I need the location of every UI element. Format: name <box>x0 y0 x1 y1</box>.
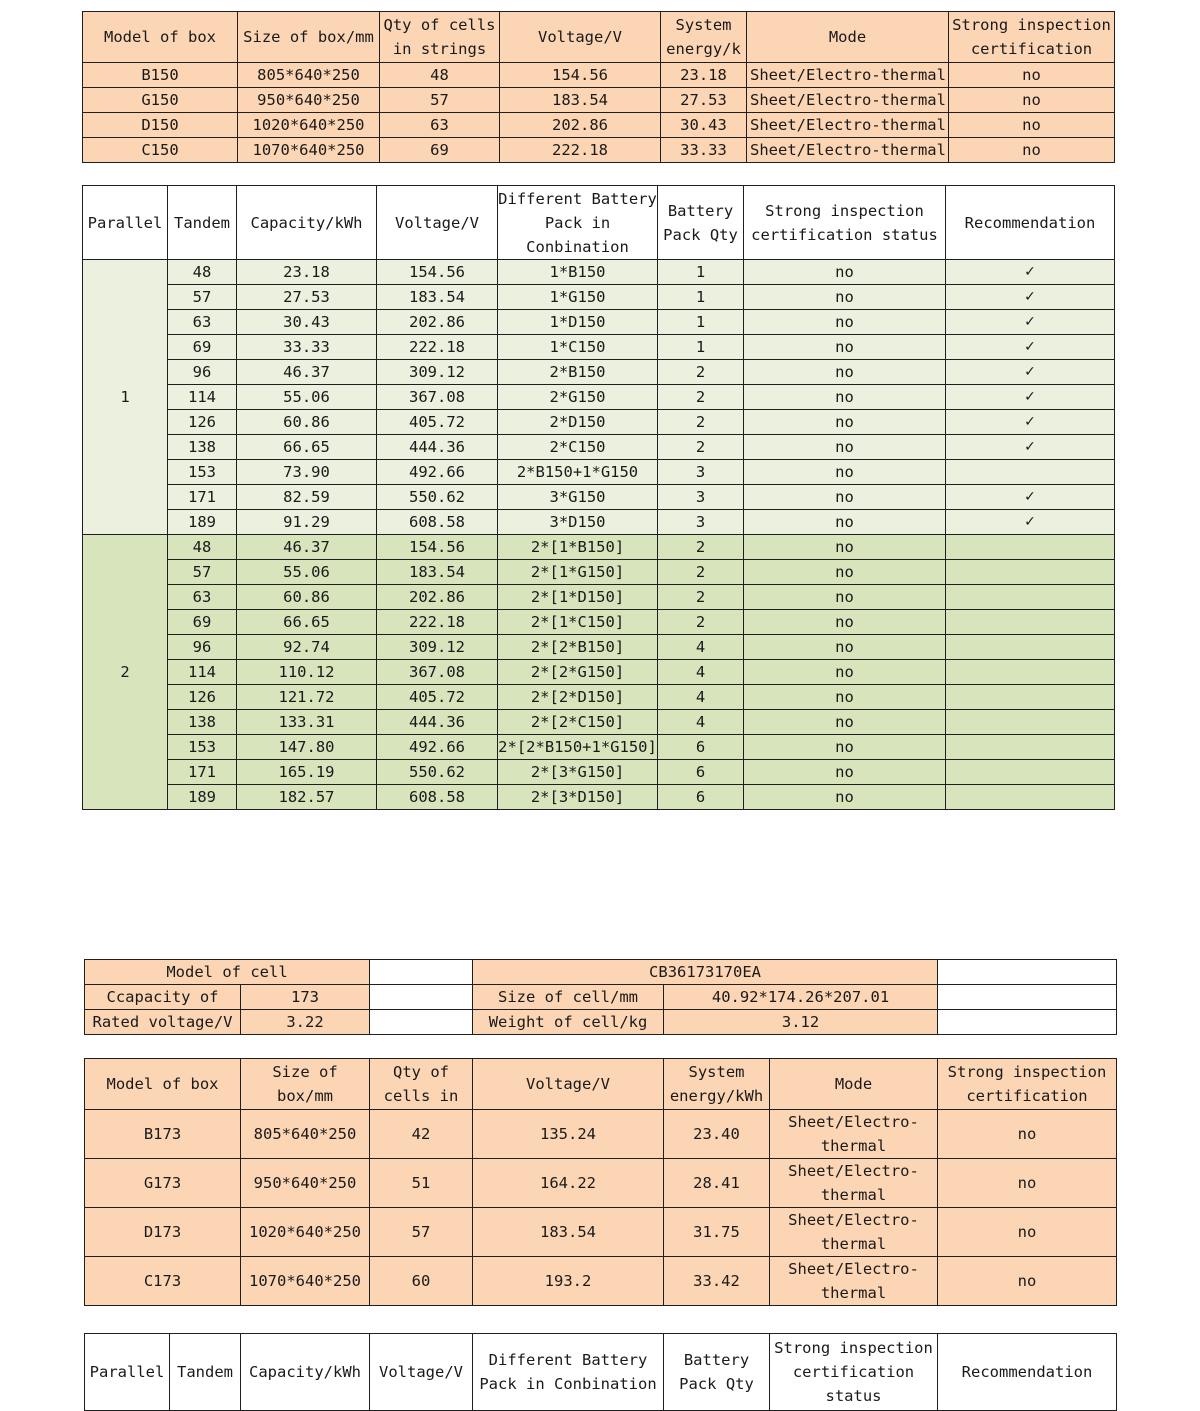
table-cell: Sheet/Electro-thermal <box>747 63 949 88</box>
table-cell: 608.58 <box>377 785 498 810</box>
empty-cell <box>938 1010 1117 1035</box>
table-cell: 154.56 <box>377 535 498 560</box>
column-header: Strong inspection certification status <box>744 186 946 260</box>
table-row <box>83 785 1115 810</box>
table-cell: 1 <box>658 335 744 360</box>
recommendation-check: ✓ <box>946 335 1115 360</box>
table-cell: 1 <box>658 285 744 310</box>
recommendation-check <box>946 460 1115 485</box>
table-cell: 121.72 <box>237 685 377 710</box>
table-cell: 1070*640*250 <box>238 138 380 163</box>
table-cell: 3*D150 <box>498 510 658 535</box>
table-cell: 48 <box>168 535 237 560</box>
table-header-row <box>85 1334 1117 1411</box>
table-cell: B173 <box>85 1110 241 1159</box>
cell-voltage-value: 3.22 <box>241 1010 370 1035</box>
table-cell: 189 <box>168 510 237 535</box>
table-cell: 114 <box>168 385 237 410</box>
cell-info-table-173 <box>84 959 1117 1035</box>
column-header: Voltage/V <box>473 1059 664 1110</box>
table-cell: 69 <box>168 335 237 360</box>
column-header: Strong inspection certification status <box>770 1334 938 1411</box>
table-row <box>83 585 1115 610</box>
table-row <box>83 510 1115 535</box>
combination-table-150 <box>82 185 1115 810</box>
table-cell: 27.53 <box>661 88 747 113</box>
table-cell: 222.18 <box>500 138 661 163</box>
table-cell: 42 <box>370 1110 473 1159</box>
table-row <box>83 88 1115 113</box>
table-cell: C173 <box>85 1257 241 1306</box>
table-cell: 2*G150 <box>498 385 658 410</box>
table-row <box>83 385 1115 410</box>
table-cell: 57 <box>168 285 237 310</box>
table-cell: no <box>744 785 946 810</box>
column-header: Capacity/kWh <box>237 186 377 260</box>
table-cell: 63 <box>168 310 237 335</box>
recommendation-check: ✓ <box>946 410 1115 435</box>
column-header: Model of box <box>83 12 238 63</box>
column-header: Qty of cells in <box>370 1059 473 1110</box>
table-cell: 4 <box>658 710 744 735</box>
column-header: Capacity/kWh <box>241 1334 370 1411</box>
table-cell: 492.66 <box>377 735 498 760</box>
recommendation-check: ✓ <box>946 510 1115 535</box>
cell-capacity-label: Ccapacity of <box>85 985 241 1010</box>
table-cell: 96 <box>168 360 237 385</box>
box-model-table-150 <box>82 0 1115 163</box>
table-cell: 405.72 <box>377 410 498 435</box>
table-cell: 492.66 <box>377 460 498 485</box>
table-cell: 82.59 <box>237 485 377 510</box>
table-cell: 183.54 <box>377 560 498 585</box>
combination-table-173 <box>84 1333 1117 1411</box>
table-cell: 182.57 <box>237 785 377 810</box>
cell-weight-value: 3.12 <box>664 1010 938 1035</box>
column-header: Recommendation <box>938 1334 1117 1411</box>
table-row <box>83 310 1115 335</box>
cell-model-value: CB36173170EA <box>473 960 938 985</box>
table-cell: 31.75 <box>664 1208 770 1257</box>
table-header-row <box>85 1059 1117 1110</box>
table-cell: no <box>744 560 946 585</box>
table-cell: 48 <box>380 63 500 88</box>
table-cell: 147.80 <box>237 735 377 760</box>
table-cell: no <box>744 410 946 435</box>
table-cell: 2*[2*B150] <box>498 635 658 660</box>
table-cell: 183.54 <box>377 285 498 310</box>
table-cell: 189 <box>168 785 237 810</box>
cell-size-value: 40.92*174.26*207.01 <box>664 985 938 1010</box>
table-cell: 63 <box>380 113 500 138</box>
recommendation-check: ✓ <box>946 260 1115 285</box>
table-cell: 3 <box>658 485 744 510</box>
column-header: Voltage/V <box>377 186 498 260</box>
recommendation-check <box>946 785 1115 810</box>
column-header: Parallel <box>85 1334 170 1411</box>
table-cell: 27.53 <box>237 285 377 310</box>
table-cell: 202.86 <box>500 113 661 138</box>
table-cell: 1070*640*250 <box>241 1257 370 1306</box>
table-cell: 33.33 <box>237 335 377 360</box>
column-header: Mode <box>747 12 949 63</box>
table-cell: 1*C150 <box>498 335 658 360</box>
table-cell: 222.18 <box>377 610 498 635</box>
column-header: System energy/k <box>661 12 747 63</box>
cell-voltage-label: Rated voltage/V <box>85 1010 241 1035</box>
table-row <box>83 710 1115 735</box>
column-header: Mode <box>770 1059 938 1110</box>
column-header: Different Battery Pack in Conbination <box>498 186 658 260</box>
table-cell: 444.36 <box>377 435 498 460</box>
table-row <box>83 560 1115 585</box>
table-cell: 367.08 <box>377 385 498 410</box>
table-cell: 33.42 <box>664 1257 770 1306</box>
table-cell: 183.54 <box>473 1208 664 1257</box>
table-cell: 950*640*250 <box>241 1159 370 1208</box>
table-cell: 171 <box>168 760 237 785</box>
table-cell: no <box>744 635 946 660</box>
table-cell: Sheet/Electro-thermal <box>747 138 949 163</box>
recommendation-check <box>946 560 1115 585</box>
table-cell: 608.58 <box>377 510 498 535</box>
table-cell: 2 <box>658 435 744 460</box>
recommendation-check: ✓ <box>946 285 1115 310</box>
table-cell: 57 <box>370 1208 473 1257</box>
table-cell: 1020*640*250 <box>241 1208 370 1257</box>
table-cell: 2*[2*B150+1*G150] <box>498 735 658 760</box>
table-cell: no <box>744 285 946 310</box>
table-cell: 73.90 <box>237 460 377 485</box>
table-cell: no <box>744 510 946 535</box>
table-cell: 805*640*250 <box>241 1110 370 1159</box>
table-cell: 164.22 <box>473 1159 664 1208</box>
table-cell: 63 <box>168 585 237 610</box>
table-cell: no <box>938 1159 1117 1208</box>
table-cell: 444.36 <box>377 710 498 735</box>
table-cell: 6 <box>658 785 744 810</box>
empty-cell <box>370 985 473 1010</box>
table-cell: 2*[3*D150] <box>498 785 658 810</box>
table-cell: 154.56 <box>377 260 498 285</box>
table-cell: 57 <box>168 560 237 585</box>
table-cell: 950*640*250 <box>238 88 380 113</box>
table-cell: 4 <box>658 660 744 685</box>
table-cell: no <box>938 1208 1117 1257</box>
column-header: Strong inspection certification <box>949 12 1115 63</box>
empty-cell <box>938 985 1117 1010</box>
recommendation-check <box>946 735 1115 760</box>
column-header: Size of box/mm <box>238 12 380 63</box>
recommendation-check <box>946 535 1115 560</box>
table-cell: 1*D150 <box>498 310 658 335</box>
column-header: Qty of cells in strings <box>380 12 500 63</box>
table-cell: 30.43 <box>661 113 747 138</box>
recommendation-check <box>946 660 1115 685</box>
table-row <box>85 1159 1117 1208</box>
table-cell: 805*640*250 <box>238 63 380 88</box>
table-cell: 46.37 <box>237 360 377 385</box>
table-cell: 2*[1*D150] <box>498 585 658 610</box>
table-cell: no <box>744 385 946 410</box>
column-header: Battery Pack Qty <box>664 1334 770 1411</box>
table-cell: no <box>949 63 1115 88</box>
table-cell: 135.24 <box>473 1110 664 1159</box>
table-row <box>85 1208 1117 1257</box>
table-cell: no <box>744 485 946 510</box>
column-header: Different Battery Pack in Conbination <box>473 1334 664 1411</box>
table-cell: 60 <box>370 1257 473 1306</box>
table-cell: 114 <box>168 660 237 685</box>
table-cell: Sheet/Electro-thermal <box>770 1208 938 1257</box>
table-cell: 165.19 <box>237 760 377 785</box>
table-cell: 550.62 <box>377 485 498 510</box>
recommendation-check: ✓ <box>946 360 1115 385</box>
box-model-table-173 <box>84 1058 1117 1306</box>
table-cell: 138 <box>168 710 237 735</box>
table-row <box>85 1257 1117 1306</box>
table-cell: 1020*640*250 <box>238 113 380 138</box>
table-cell: 23.40 <box>664 1110 770 1159</box>
parallel-group-cell: 1 <box>83 260 168 535</box>
table-cell: 2*C150 <box>498 435 658 460</box>
recommendation-check <box>946 685 1115 710</box>
column-header: Voltage/V <box>500 12 661 63</box>
table-cell: no <box>949 138 1115 163</box>
table-cell: D150 <box>83 113 238 138</box>
column-header: Voltage/V <box>370 1334 473 1411</box>
table-cell: no <box>744 585 946 610</box>
table-cell: 48 <box>168 260 237 285</box>
recommendation-check <box>946 585 1115 610</box>
column-header: Recommendation <box>946 186 1115 260</box>
table-row <box>83 285 1115 310</box>
table-cell: 2*[1*B150] <box>498 535 658 560</box>
table-cell: 171 <box>168 485 237 510</box>
table-cell: 183.54 <box>500 88 661 113</box>
empty-cell <box>938 960 1117 985</box>
table-cell: 30.43 <box>237 310 377 335</box>
table-cell: Sheet/Electro-thermal <box>747 113 949 138</box>
table-row <box>83 735 1115 760</box>
table-cell: Sheet/Electro-thermal <box>770 1159 938 1208</box>
table-cell: 66.65 <box>237 610 377 635</box>
table-row <box>83 635 1115 660</box>
top-spacer <box>83 0 1115 12</box>
table-cell: 4 <box>658 635 744 660</box>
table-cell: 2*B150 <box>498 360 658 385</box>
table-cell: no <box>744 685 946 710</box>
table-cell: 92.74 <box>237 635 377 660</box>
table-cell: 1 <box>658 310 744 335</box>
table-cell: 2 <box>658 360 744 385</box>
table-cell: 2 <box>658 585 744 610</box>
table-cell: no <box>744 710 946 735</box>
column-header: Tandem <box>168 186 237 260</box>
table-cell: no <box>744 610 946 635</box>
table-header-row <box>83 186 1115 260</box>
table-cell: 126 <box>168 685 237 710</box>
table-row <box>83 113 1115 138</box>
table-cell: 2*[3*G150] <box>498 760 658 785</box>
column-header: Battery Pack Qty <box>658 186 744 260</box>
table-cell: 4 <box>658 685 744 710</box>
table-cell: 153 <box>168 735 237 760</box>
table-cell: 1*B150 <box>498 260 658 285</box>
table-cell: no <box>744 435 946 460</box>
table-cell: 2*[1*C150] <box>498 610 658 635</box>
table-row <box>83 335 1115 360</box>
table-cell: C150 <box>83 138 238 163</box>
table-row <box>83 138 1115 163</box>
table-cell: 309.12 <box>377 360 498 385</box>
column-header: Size of box/mm <box>241 1059 370 1110</box>
cell-model-label: Model of cell <box>85 960 370 985</box>
table-cell: 405.72 <box>377 685 498 710</box>
table-cell: 110.12 <box>237 660 377 685</box>
table-cell: 2 <box>658 610 744 635</box>
table-cell: 550.62 <box>377 760 498 785</box>
table-cell: 138 <box>168 435 237 460</box>
table-cell: no <box>744 310 946 335</box>
table-header-row <box>83 12 1115 63</box>
table-row <box>83 410 1115 435</box>
cell-size-label: Size of cell/mm <box>473 985 664 1010</box>
table-row <box>83 760 1115 785</box>
table-cell: 2 <box>658 385 744 410</box>
table-cell: 1 <box>658 260 744 285</box>
table-row <box>83 485 1115 510</box>
recommendation-check <box>946 760 1115 785</box>
table-row <box>83 435 1115 460</box>
column-header: Tandem <box>170 1334 241 1411</box>
table-cell: 126 <box>168 410 237 435</box>
table-cell: 202.86 <box>377 585 498 610</box>
table-cell: 2 <box>658 410 744 435</box>
table-cell: 66.65 <box>237 435 377 460</box>
table-cell: 60.86 <box>237 585 377 610</box>
table-cell: no <box>744 360 946 385</box>
table-cell: 309.12 <box>377 635 498 660</box>
column-header: Model of box <box>85 1059 241 1110</box>
table-cell: G150 <box>83 88 238 113</box>
table-cell: no <box>949 113 1115 138</box>
table-cell: no <box>744 535 946 560</box>
table-cell: 28.41 <box>664 1159 770 1208</box>
table-cell: 96 <box>168 635 237 660</box>
table-cell: 3 <box>658 510 744 535</box>
column-header: Strong inspection certification <box>938 1059 1117 1110</box>
table-cell: 2 <box>658 535 744 560</box>
table-cell: 2*B150+1*G150 <box>498 460 658 485</box>
table-row <box>83 685 1115 710</box>
table-cell: 55.06 <box>237 560 377 585</box>
table-cell: Sheet/Electro-thermal <box>770 1257 938 1306</box>
table-cell: 2*[2*G150] <box>498 660 658 685</box>
table-cell: no <box>744 735 946 760</box>
table-row <box>83 360 1115 385</box>
recommendation-check: ✓ <box>946 435 1115 460</box>
table-cell: 133.31 <box>237 710 377 735</box>
recommendation-check <box>946 610 1115 635</box>
table-cell: D173 <box>85 1208 241 1257</box>
table-cell: 6 <box>658 735 744 760</box>
table-cell: 3 <box>658 460 744 485</box>
table-cell: 23.18 <box>661 63 747 88</box>
table-cell: 193.2 <box>473 1257 664 1306</box>
table-cell: 91.29 <box>237 510 377 535</box>
table-cell: 1*G150 <box>498 285 658 310</box>
table-cell: 202.86 <box>377 310 498 335</box>
table-cell: 154.56 <box>500 63 661 88</box>
table-cell: 2 <box>658 560 744 585</box>
table-row <box>83 260 1115 285</box>
table-cell: no <box>744 335 946 360</box>
table-cell: B150 <box>83 63 238 88</box>
cell-weight-label: Weight of cell/kg <box>473 1010 664 1035</box>
table-cell: 2*[1*G150] <box>498 560 658 585</box>
empty-cell <box>370 1010 473 1035</box>
parallel-group-cell: 2 <box>83 535 168 810</box>
table-cell: no <box>744 260 946 285</box>
table-cell: G173 <box>85 1159 241 1208</box>
table-cell: Sheet/Electro-thermal <box>747 88 949 113</box>
table-cell: no <box>938 1257 1117 1306</box>
table-cell: 46.37 <box>237 535 377 560</box>
table-cell: no <box>938 1110 1117 1159</box>
table-cell: 2*[2*C150] <box>498 710 658 735</box>
table-cell: no <box>949 88 1115 113</box>
recommendation-check: ✓ <box>946 310 1115 335</box>
empty-cell <box>370 960 473 985</box>
recommendation-check: ✓ <box>946 385 1115 410</box>
recommendation-check: ✓ <box>946 485 1115 510</box>
table-cell: 33.33 <box>661 138 747 163</box>
table-cell: no <box>744 460 946 485</box>
column-header: System energy/kWh <box>664 1059 770 1110</box>
table-cell: no <box>744 660 946 685</box>
table-row <box>83 535 1115 560</box>
table-cell: 3*G150 <box>498 485 658 510</box>
table-cell: 55.06 <box>237 385 377 410</box>
table-cell: 2*[2*D150] <box>498 685 658 710</box>
table-cell: 57 <box>380 88 500 113</box>
recommendation-check <box>946 635 1115 660</box>
table-row <box>85 1110 1117 1159</box>
table-cell: Sheet/Electro-thermal <box>770 1110 938 1159</box>
table-cell: 51 <box>370 1159 473 1208</box>
table-cell: 60.86 <box>237 410 377 435</box>
recommendation-check <box>946 710 1115 735</box>
table-row <box>83 610 1115 635</box>
table-row <box>83 63 1115 88</box>
table-cell: 367.08 <box>377 660 498 685</box>
column-header: Parallel <box>83 186 168 260</box>
table-cell: 69 <box>380 138 500 163</box>
table-cell: 2*D150 <box>498 410 658 435</box>
table-cell: no <box>744 760 946 785</box>
table-cell: 153 <box>168 460 237 485</box>
cell-capacity-value: 173 <box>241 985 370 1010</box>
table-cell: 6 <box>658 760 744 785</box>
table-cell: 222.18 <box>377 335 498 360</box>
table-row <box>83 660 1115 685</box>
table-cell: 23.18 <box>237 260 377 285</box>
table-row <box>83 460 1115 485</box>
table-cell: 69 <box>168 610 237 635</box>
